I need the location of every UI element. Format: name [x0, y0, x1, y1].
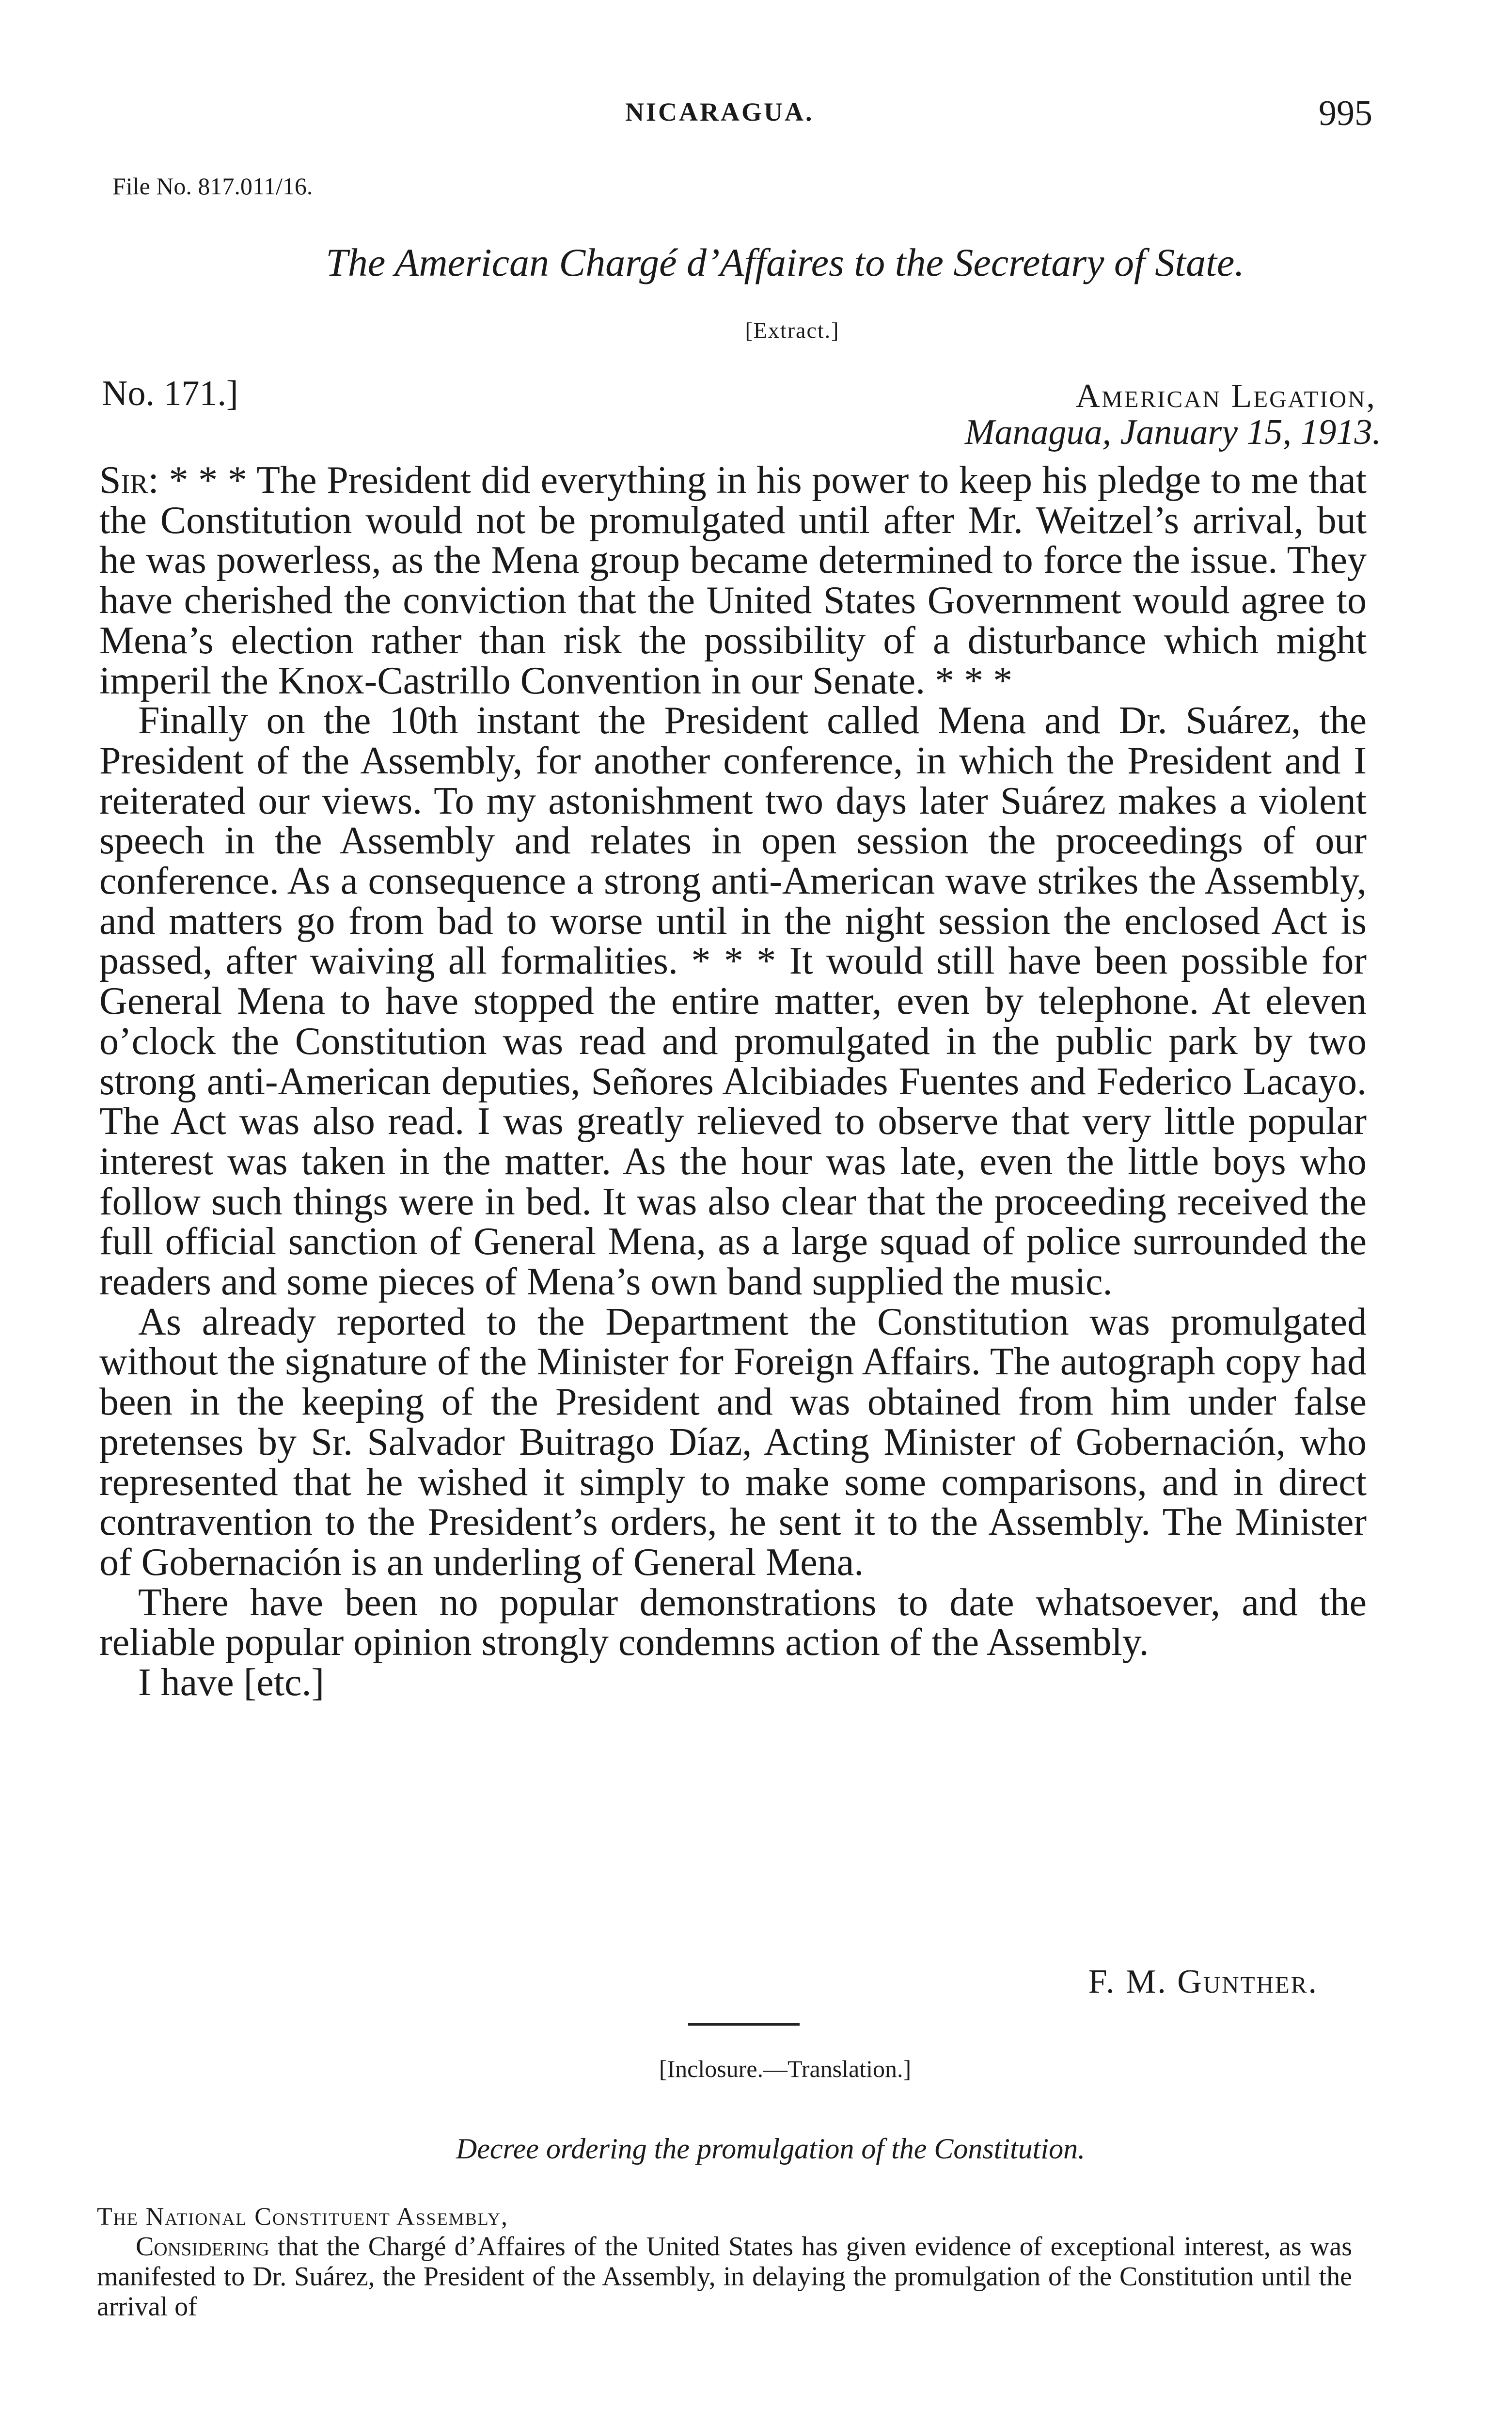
letter-title: The American Chargé d’Affaires to the Secretary of State. [326, 240, 1244, 284]
decree-title: Decree ordering the promulgation of the Constitution. [456, 2133, 1086, 2165]
paragraph-1 [99, 460, 1367, 701]
legation-heading: American Legation, [1075, 378, 1376, 415]
considering-text: that the Chargé d’Affaires of the United States has given evidence of exceptional interest, as was manifested to Dr. Suárez, the President of the Assembly, in delaying the promulgation of the Constitution until the arrival of [97, 2232, 1353, 2322]
file-number: File No. 817.011/16. [112, 173, 313, 200]
dateline: Managua, January 15, 1913. [964, 412, 1381, 452]
closing: I have [etc.] [138, 1661, 325, 1704]
paragraph-3: As already reported to the Department the Constitution was promulgated without the signature of the Minister for Foreign Affairs. The autograph copy had been in the keeping of the President and was obtained from him under false pretenses by Sr. Salvador Buitrago Díaz, Acting Minister of Gobernación, who represented that he wished it simply to make some comparisons, and in direct contravention to the President’s orders, he sent it to the Assembly. The Minister of Gobernación is an underling of General Mena. [99, 1300, 1367, 1584]
paragraph-2: Finally on the 10th instant the President called Mena and Dr. Suárez, the President of the Assembly, for another conference, in which the President and I reiterated our views. To my astonishment two days later Suárez makes a violent speech in the Assembly and relates in open session the proceedings of our conference. As a consequence a strong anti-American wave strikes the Assembly, and matters go from bad to worse until in the night session the enclosed Act is passed, after waiving all formalities. * * * It would still have been possible for General Mena to have stopped the entire matter, even by telephone. At eleven o’clock the Constitution was read and promulgated in the public park by two strong anti-American deputies, Señores Alcibiades Fuentes and Federico Lacayo. The Act was also read. I was greatly relieved to observe that very little popular interest was taken in the matter. As the hour was late, even the little boys who follow such things were in bed. It was also clear that the proceeding received the full official sanction of General Mena, as a large squad of police surrounded the readers and some pieces of Mena’s own band supplied the music. [99, 699, 1367, 1304]
salutation: Sir: [99, 459, 159, 502]
page-number: 995 [1319, 94, 1372, 133]
document-number: No. 171.] [102, 374, 238, 413]
paragraph-1-text: * * * The President did everything in his power to keep his pledge to me that the Constitution would not be promulgated until after Mr. Weitzel’s arrival, but he was powerless, as the Mena group became determined to force the issue. They have cherished the conviction that the United States Government would agree to Mena’s election rather than risk the possibility of a disturbance which might imperil the Knox-Castrillo Convention in our Senate. * * * [99, 459, 1367, 702]
running-head [0, 94, 1512, 141]
inclosure-label: [Inclosure.—Translation.] [659, 2055, 912, 2082]
extract-label: [Extract.] [745, 318, 840, 343]
decree-body [97, 2232, 1352, 2322]
signature: F. M. Gunther. [1088, 1963, 1318, 2000]
considering-paragraph [97, 2232, 1352, 2322]
section-divider [688, 2023, 800, 2026]
paragraph-4: There have been no popular demonstrations to date whatsoever, and the reliable popular opinion strongly condemns action of the Assembly. [99, 1581, 1367, 1664]
letter-body [99, 460, 1367, 1703]
assembly-heading: The National Constituent Assembly, [97, 2203, 509, 2231]
running-title: NICARAGUA. [625, 97, 814, 126]
considering-word: Considering [136, 2232, 269, 2262]
